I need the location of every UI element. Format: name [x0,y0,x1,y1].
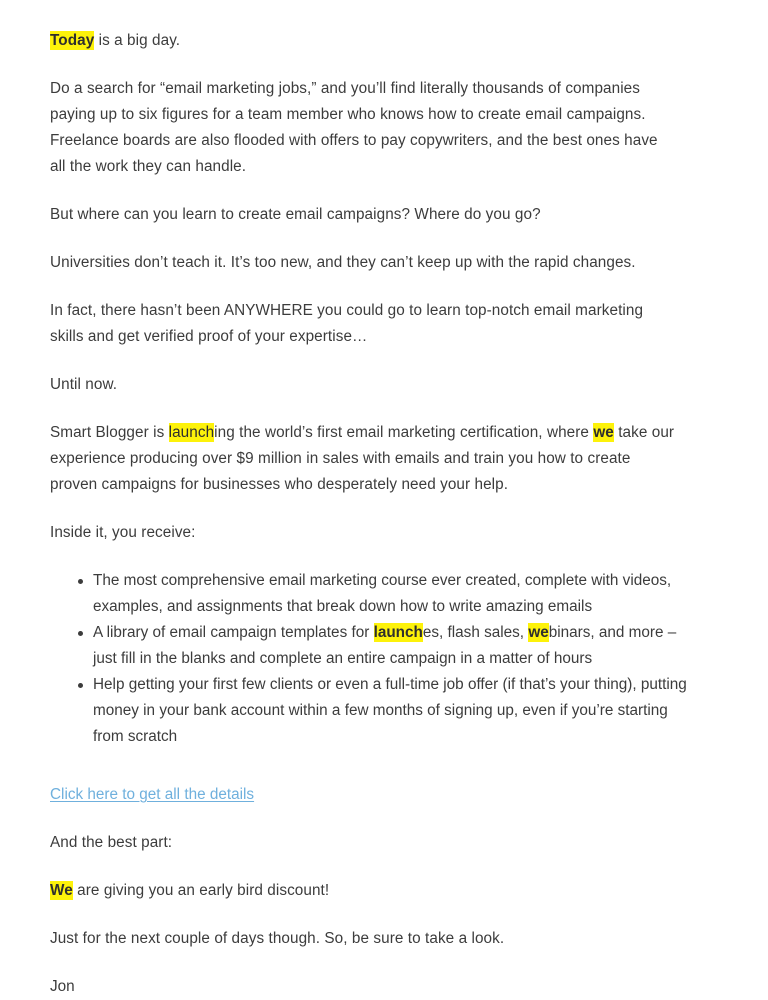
announcement-part-b: ing the world’s first email marketing certification, where [214,424,594,441]
paragraph-urgency: Just for the next couple of days though. So, be sure to take a look. [50,930,505,947]
bullet-1-highlight-launch: launch [373,624,423,641]
signature: Jon [50,978,75,995]
paragraph-anywhere: In fact, there hasn’t been ANYWHERE you could go to learn top-notch email marketing skills and get verified proof of your expertise… [50,302,644,345]
highlight-we: we [593,424,614,441]
list-item [50,568,690,620]
bullet-2-part-a: Help getting your first few clients or even a full-time job offer (if that’s your thing), putting money in your bank account within a few months of signing up, even if you’re starting from scratch [93,676,687,745]
announcement-part-a: Smart Blogger is [50,424,169,441]
paragraph-today-rest: is a big day. [94,32,181,49]
paragraph-inside-it: Inside it, you receive: [50,524,196,541]
bullet-1-part-b: es, flash sales, [422,624,529,641]
list-item [50,620,690,672]
announcement-part-c: take our experience producing over $9 million in sales with emails and train you how to create proven campaigns for businesses who desperately need your help. [50,424,675,493]
bullet-1-part-c: binars, and more – just fill in the blanks and complete an entire campaign in a matter of hours [93,624,677,667]
paragraph-universities: Universities don’t teach it. It’s too new, and they can’t keep up with the rapid changes. [50,254,636,271]
paragraph-job-search: Do a search for “email marketing jobs,” and you’ll find literally thousands of companies paying up to six figures for a team member who knows how to create email campaigns. Freelance boards are also flooded with offers to pay copywriters, and the best ones have all the work they can handle. [50,80,658,175]
details-link-paragraph [50,772,718,808]
paragraph-best-part: And the best part: [50,834,173,851]
details-link[interactable]: Click here to get all the details [50,786,255,803]
highlight-we-capital: We [50,882,73,899]
bullet-1-highlight-we: we [528,624,549,641]
bullet-0-part-a: The most comprehensive email marketing course ever created, complete with videos, examples, and assignments that break down how to write amazing emails [93,572,672,615]
benefits-list [50,568,690,750]
highlight-launch: launch [168,424,215,441]
paragraph-until-now: Until now. [50,376,118,393]
list-item [50,672,690,750]
paragraph-where-learn: But where can you learn to create email campaigns? Where do you go? [50,206,541,223]
paragraph-early-bird [50,878,675,904]
highlight-today: Today [50,32,95,49]
paragraph-today [50,28,675,54]
paragraph-certification-announcement [50,420,675,498]
bullet-1-part-a: A library of email campaign templates for [93,624,374,641]
early-bird-rest: are giving you an early bird discount! [72,882,330,899]
